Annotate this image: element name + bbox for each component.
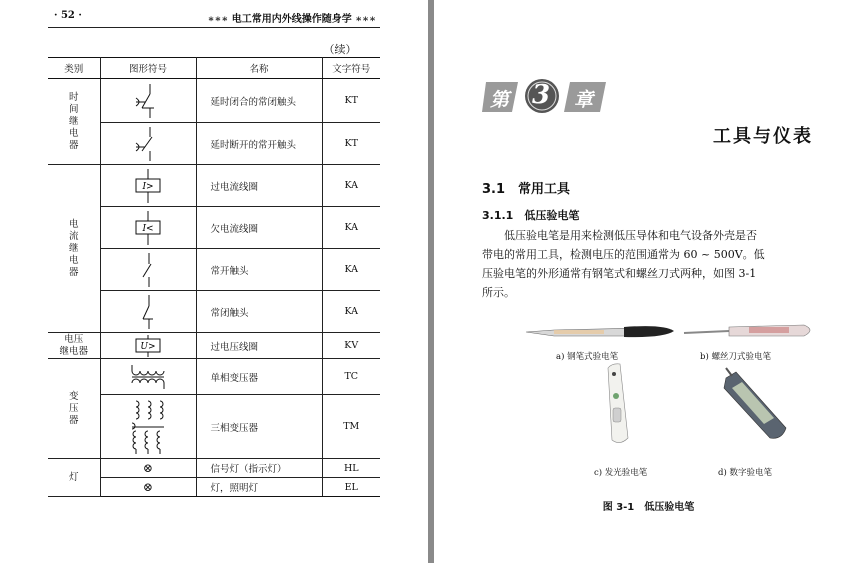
subsection-heading: 3.1.1 低压验电笔 xyxy=(482,209,580,222)
row-name: 过电流线圈 xyxy=(196,165,322,207)
row-name: 信号灯（指示灯） xyxy=(196,459,322,478)
svg-text:I>: I> xyxy=(142,181,154,192)
chapter-number: 3 xyxy=(532,80,551,110)
row-name: 灯，照明灯 xyxy=(196,478,322,497)
row-code: HL xyxy=(322,459,380,478)
row-name: 延时闭合的常闭触头 xyxy=(196,79,322,123)
row-code: KA xyxy=(322,291,380,333)
table-row xyxy=(48,79,380,123)
row-name: 欠电流线圈 xyxy=(196,207,322,249)
table-row xyxy=(48,359,380,395)
running-header: ∗∗∗ 电工常用内外线操作随身学 ∗∗∗ xyxy=(207,14,376,25)
table-row xyxy=(48,459,380,478)
single-phase-transformer-icon xyxy=(100,359,196,395)
overvoltage-coil-icon xyxy=(100,333,196,359)
chapter-suffix: 章 xyxy=(574,89,594,111)
col-header-code: 文字符号 xyxy=(322,58,380,79)
caption-b: b) 螺丝刀式验电笔 xyxy=(700,352,771,362)
tester-photos xyxy=(524,318,814,508)
led-tester-image xyxy=(608,364,628,443)
row-name: 常闭触头 xyxy=(196,291,322,333)
chapter-prefix: 第 xyxy=(490,89,510,111)
row-code: KA xyxy=(322,165,380,207)
row-code: KA xyxy=(322,207,380,249)
paragraph-line: 低压验电笔是用来检测低压导体和电气设备外壳是否 xyxy=(504,229,757,242)
table-row xyxy=(48,165,380,207)
row-code: KA xyxy=(322,249,380,291)
row-code: KT xyxy=(322,123,380,165)
chapter-title: 工具与仪表 xyxy=(713,126,813,147)
signal-lamp-icon: ⊗ xyxy=(100,459,196,478)
row-name: 三相变压器 xyxy=(196,395,322,459)
row-name: 延时断开的常开触头 xyxy=(196,123,322,165)
digital-tester-image xyxy=(724,368,786,438)
caption-c: c) 发光验电笔 xyxy=(594,468,648,478)
row-code: KT xyxy=(322,79,380,123)
svg-text:U>: U> xyxy=(140,341,156,352)
row-code: TM xyxy=(322,395,380,459)
symbol-table xyxy=(48,57,380,497)
category-transformer: 变 压 器 xyxy=(48,359,100,459)
row-name: 单相变压器 xyxy=(196,359,322,395)
figure-3-1 xyxy=(524,318,814,508)
col-header-category: 类别 xyxy=(48,58,100,79)
table-header-row xyxy=(48,58,380,79)
category-lamp: 灯 xyxy=(48,459,100,497)
paragraph-line: 所示。 xyxy=(482,286,515,299)
nc-contact-icon xyxy=(100,291,196,333)
row-code: KV xyxy=(322,333,380,359)
col-header-symbol: 图形符号 xyxy=(100,58,196,79)
left-page xyxy=(0,0,428,563)
col-header-name: 名称 xyxy=(196,58,322,79)
svg-text:I<: I< xyxy=(142,223,154,234)
delay-close-nc-contact-icon xyxy=(100,79,196,123)
no-contact-icon xyxy=(100,249,196,291)
pen-type-tester-image xyxy=(526,326,674,337)
undercurrent-coil-icon xyxy=(100,207,196,249)
caption-d: d) 数字验电笔 xyxy=(718,468,772,478)
header-rule xyxy=(48,27,380,28)
section-heading: 3.1 常用工具 xyxy=(482,182,571,197)
three-phase-transformer-icon xyxy=(100,395,196,459)
overcurrent-coil-icon xyxy=(100,165,196,207)
figure-title: 图 3-1 低压验电笔 xyxy=(602,502,695,513)
row-name: 常开触头 xyxy=(196,249,322,291)
continued-label: （续） xyxy=(323,43,357,56)
paragraph-line: 带电的常用工具，检测电压的范围通常为 60 ~ 500V。低 xyxy=(482,248,765,261)
body-paragraph xyxy=(482,226,816,302)
table-row xyxy=(48,333,380,359)
right-page xyxy=(434,0,863,563)
screwdriver-type-tester-image xyxy=(684,325,810,336)
row-code: EL xyxy=(322,478,380,497)
category-voltage-relay: 电压 继电器 xyxy=(48,333,100,359)
delay-open-no-contact-icon xyxy=(100,123,196,165)
category-current-relay: 电 流 继 电 器 xyxy=(48,165,100,333)
category-time-relay: 时 间 继 电 器 xyxy=(48,79,100,165)
lamp-icon: ⊗ xyxy=(100,478,196,497)
paragraph-line: 压验电笔的外形通常有钢笔式和螺丝刀式两种，如图 3-1 xyxy=(482,267,757,280)
page-header xyxy=(48,10,380,24)
caption-a: a) 钢笔式验电笔 xyxy=(556,352,619,362)
chapter-badge xyxy=(482,76,612,116)
row-code: TC xyxy=(322,359,380,395)
row-name: 过电压线圈 xyxy=(196,333,322,359)
page-number: · 52 · xyxy=(54,10,82,21)
